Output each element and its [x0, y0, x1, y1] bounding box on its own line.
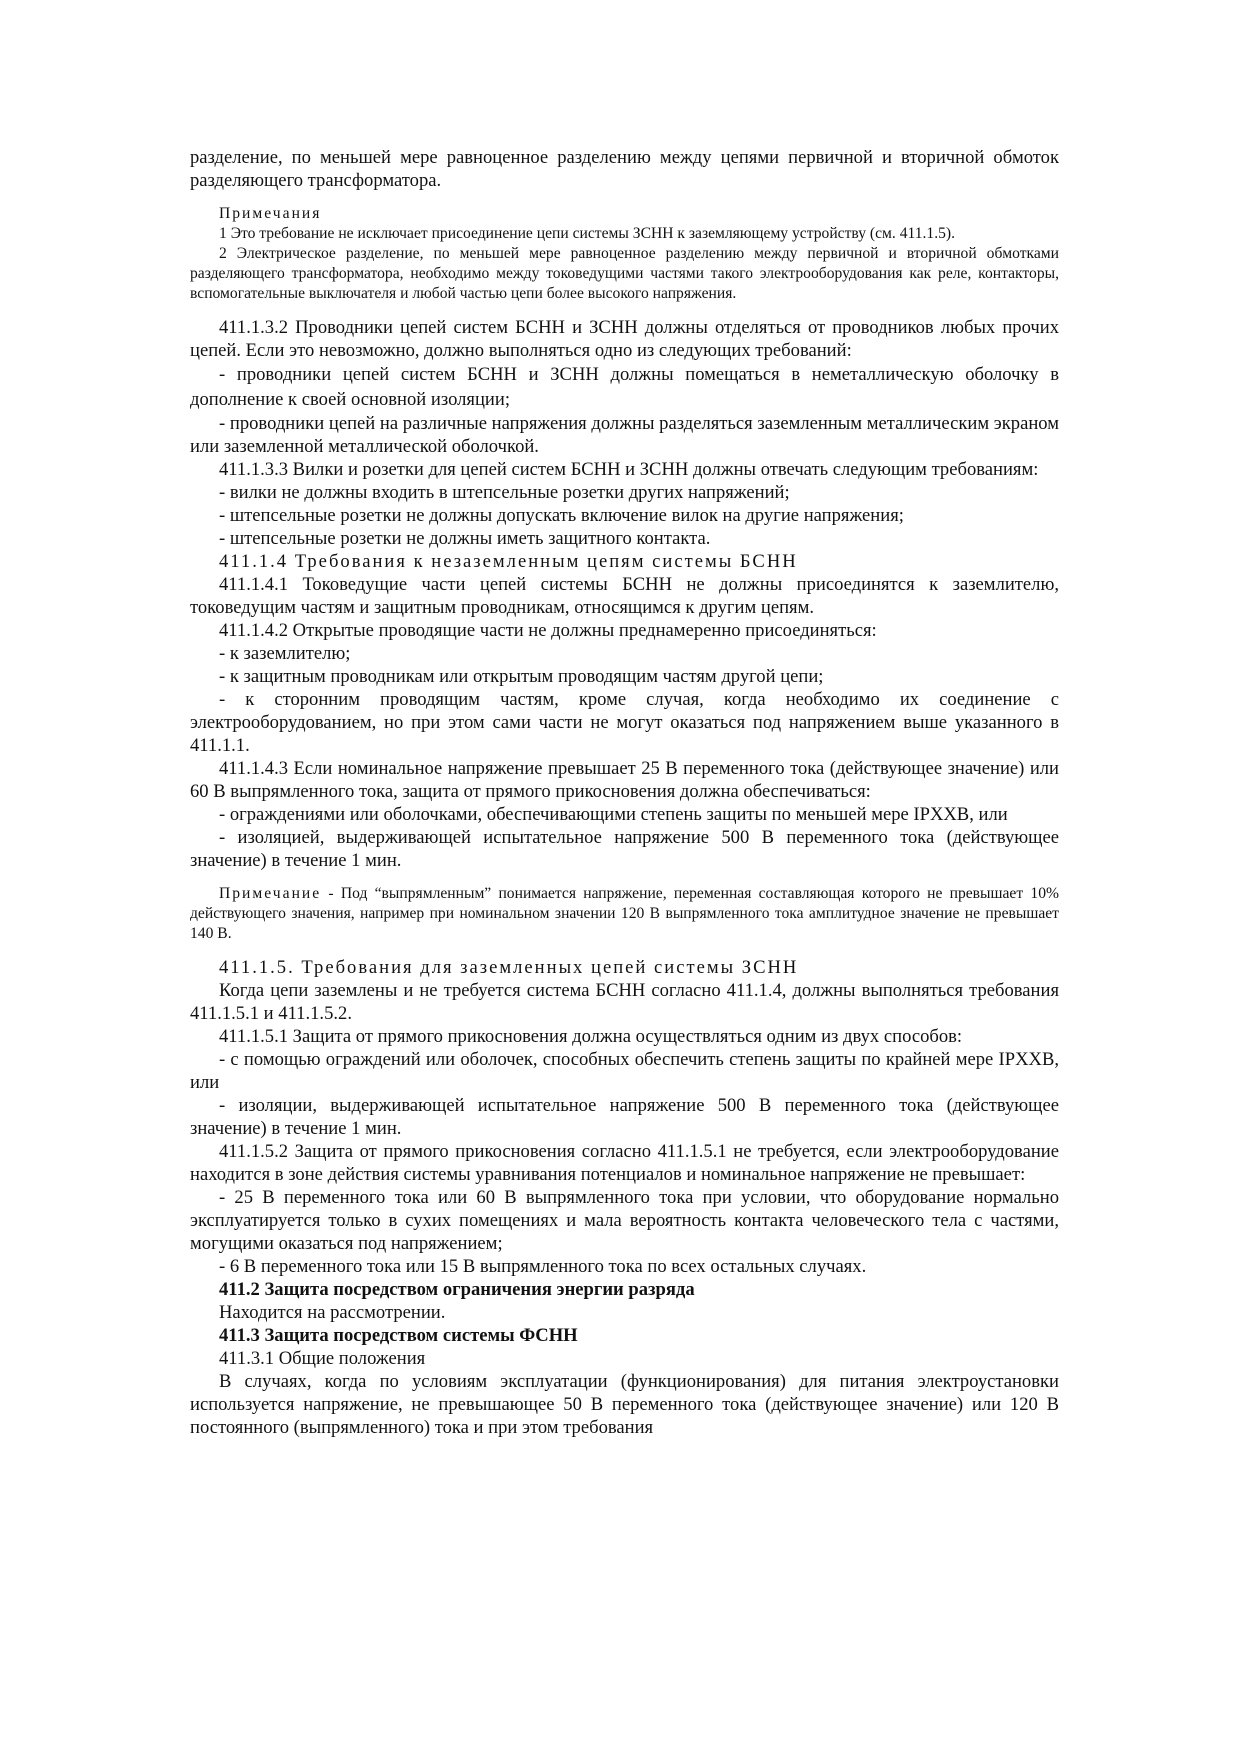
- list-item: - 6 В переменного тока или 15 В выпрямленного тока по всех остальных случаях.: [219, 1256, 867, 1277]
- list-item: - к сторонним проводящим частям, кроме случая, когда необходимо их соединение с электрооборудованием, но при этом сами части не могут оказаться под напряжением выше указанного в 411.1.1.: [190, 689, 1059, 756]
- note-1: 1 Это требование не исключает присоединение цепи системы ЗСНН к заземляющему устройству (см. 411.1.5).: [219, 225, 955, 242]
- note-2: 2 Электрическое разделение, по меньшей мере равноценное разделению между первичной и вторичной обмотками разделяющего трансформатора, необходимо между токоведущими частями такого электрооборудования как реле, контакторы, вспомогательные выключателя и любой частью цепи более высокого напряжения.: [190, 245, 1059, 302]
- paragraph: Когда цепи заземлены и не требуется система БСНН согласно 411.1.4, должны выполняться требования 411.1.5.1 и 411.1.5.2.: [190, 980, 1059, 1024]
- list-item: - к заземлителю;: [219, 643, 351, 664]
- paragraph: В случаях, когда по условиям эксплуатации (функционирования) для питания электроустановки используется напряжение, не превышающее 50 В переменного тока (действующее значение) или 120 В постоянного (выпрямленного) тока и при этом требования: [190, 1371, 1059, 1438]
- list-item: - с помощью ограждений или оболочек, способных обеспечить степень защиты по крайней мере IPXXB, или: [190, 1049, 1059, 1093]
- notes-heading: Примечания: [219, 205, 322, 222]
- note-text: - Под “выпрямленным” понимается напряжение, переменная составляющая которого не превышает 10% действующего значения, например при номинальном значении 120 В выпрямленного тока амплитудное значение не превышает 140 В.: [190, 885, 1059, 942]
- section-heading-411-2: 411.2 Защита посредством ограничения энергии разряда: [219, 1279, 695, 1300]
- note-voltage: [190, 884, 1059, 944]
- list-item: - проводники цепей систем БСНН и ЗСНН должны помещаться в неметаллическую оболочку в дополнение к своей основной изоляции;: [190, 364, 1059, 410]
- para-411-1-5-2: 411.1.5.2 Защита от прямого прикосновения согласно 411.1.5.1 не требуется, если электрооборудование находится в зоне действия системы уравнивания потенциалов и номинальное напряжение не превышает:: [190, 1141, 1059, 1185]
- list-item: - штепсельные розетки не должны иметь защитного контакта.: [219, 528, 711, 549]
- section-heading-411-3: 411.3 Защита посредством системы ФСНН: [219, 1325, 578, 1346]
- list-item: - проводники цепей на различные напряжения должны разделяться заземленным металлическим экраном или заземленной металлической оболочкой.: [190, 413, 1059, 457]
- para-411-1-3-2: 411.1.3.2 Проводники цепей систем БСНН и ЗСНН должны отделяться от проводников любых прочих цепей. Если это невозможно, должно выполняться одно из следующих требований:: [190, 317, 1059, 361]
- note-label: Примечание: [219, 885, 322, 902]
- para-411-1-3-3: 411.1.3.3 Вилки и розетки для цепей систем БСНН и ЗСНН должны отвечать следующим требованиям:: [219, 459, 1039, 480]
- list-item: - 25 В переменного тока или 60 В выпрямленного тока при условии, что оборудование нормально эксплуатируется только в сухих помещениях и мала вероятность контакта человеческого тела с частями, могущими оказаться под напряжением;: [190, 1187, 1059, 1254]
- list-item: - штепсельные розетки не должны допускать включение вилок на другие напряжения;: [219, 505, 904, 526]
- para-411-1-4-2: 411.1.4.2 Открытые проводящие части не должны преднамеренно присоединяться:: [219, 620, 877, 641]
- list-item: - к защитным проводникам или открытым проводящим частям другой цепи;: [219, 666, 824, 687]
- list-item: - вилки не должны входить в штепсельные розетки других напряжений;: [219, 482, 790, 503]
- list-item: - изоляции, выдерживающей испытательное напряжение 500 В переменного тока (действующее значение) в течение 1 мин.: [190, 1095, 1059, 1139]
- document-body: [190, 146, 1059, 1439]
- para-411-1-4-1: 411.1.4.1 Токоведущие части цепей системы БСНН не должны присоединятся к заземлителю, токоведущим частям и защитным проводникам, относящимся к другим цепям.: [190, 574, 1059, 618]
- section-heading-411-1-4: 411.1.4 Требования к незаземленным цепям системы БСНН: [219, 551, 798, 572]
- paragraph: Находится на рассмотрении.: [219, 1302, 446, 1323]
- list-item: - ограждениями или оболочками, обеспечивающими степень защиты по меньшей мере IPXXB, или: [219, 804, 1008, 825]
- list-item: - изоляцией, выдерживающей испытательное напряжение 500 В переменного тока (действующее значение) в течение 1 мин.: [190, 827, 1059, 871]
- notes-block: [190, 204, 1059, 304]
- paragraph-intro: разделение, по меньшей мере равноценное разделению между цепями первичной и вторичной обмоток разделяющего трансформатора.: [190, 147, 1059, 191]
- note-block: [190, 884, 1059, 944]
- section-heading-411-1-5: 411.1.5. Требования для заземленных цепей системы ЗСНН: [219, 957, 799, 978]
- para-411-1-4-3: 411.1.4.3 Если номинальное напряжение превышает 25 В переменного тока (действующее значение) или 60 В выпрямленного тока, защита от прямого прикосновения должна обеспечиваться:: [190, 758, 1059, 802]
- para-411-1-5-1: 411.1.5.1 Защита от прямого прикосновения должна осуществляться одним из двух способов:: [219, 1026, 963, 1047]
- subsection-heading-411-3-1: 411.3.1 Общие положения: [219, 1348, 426, 1369]
